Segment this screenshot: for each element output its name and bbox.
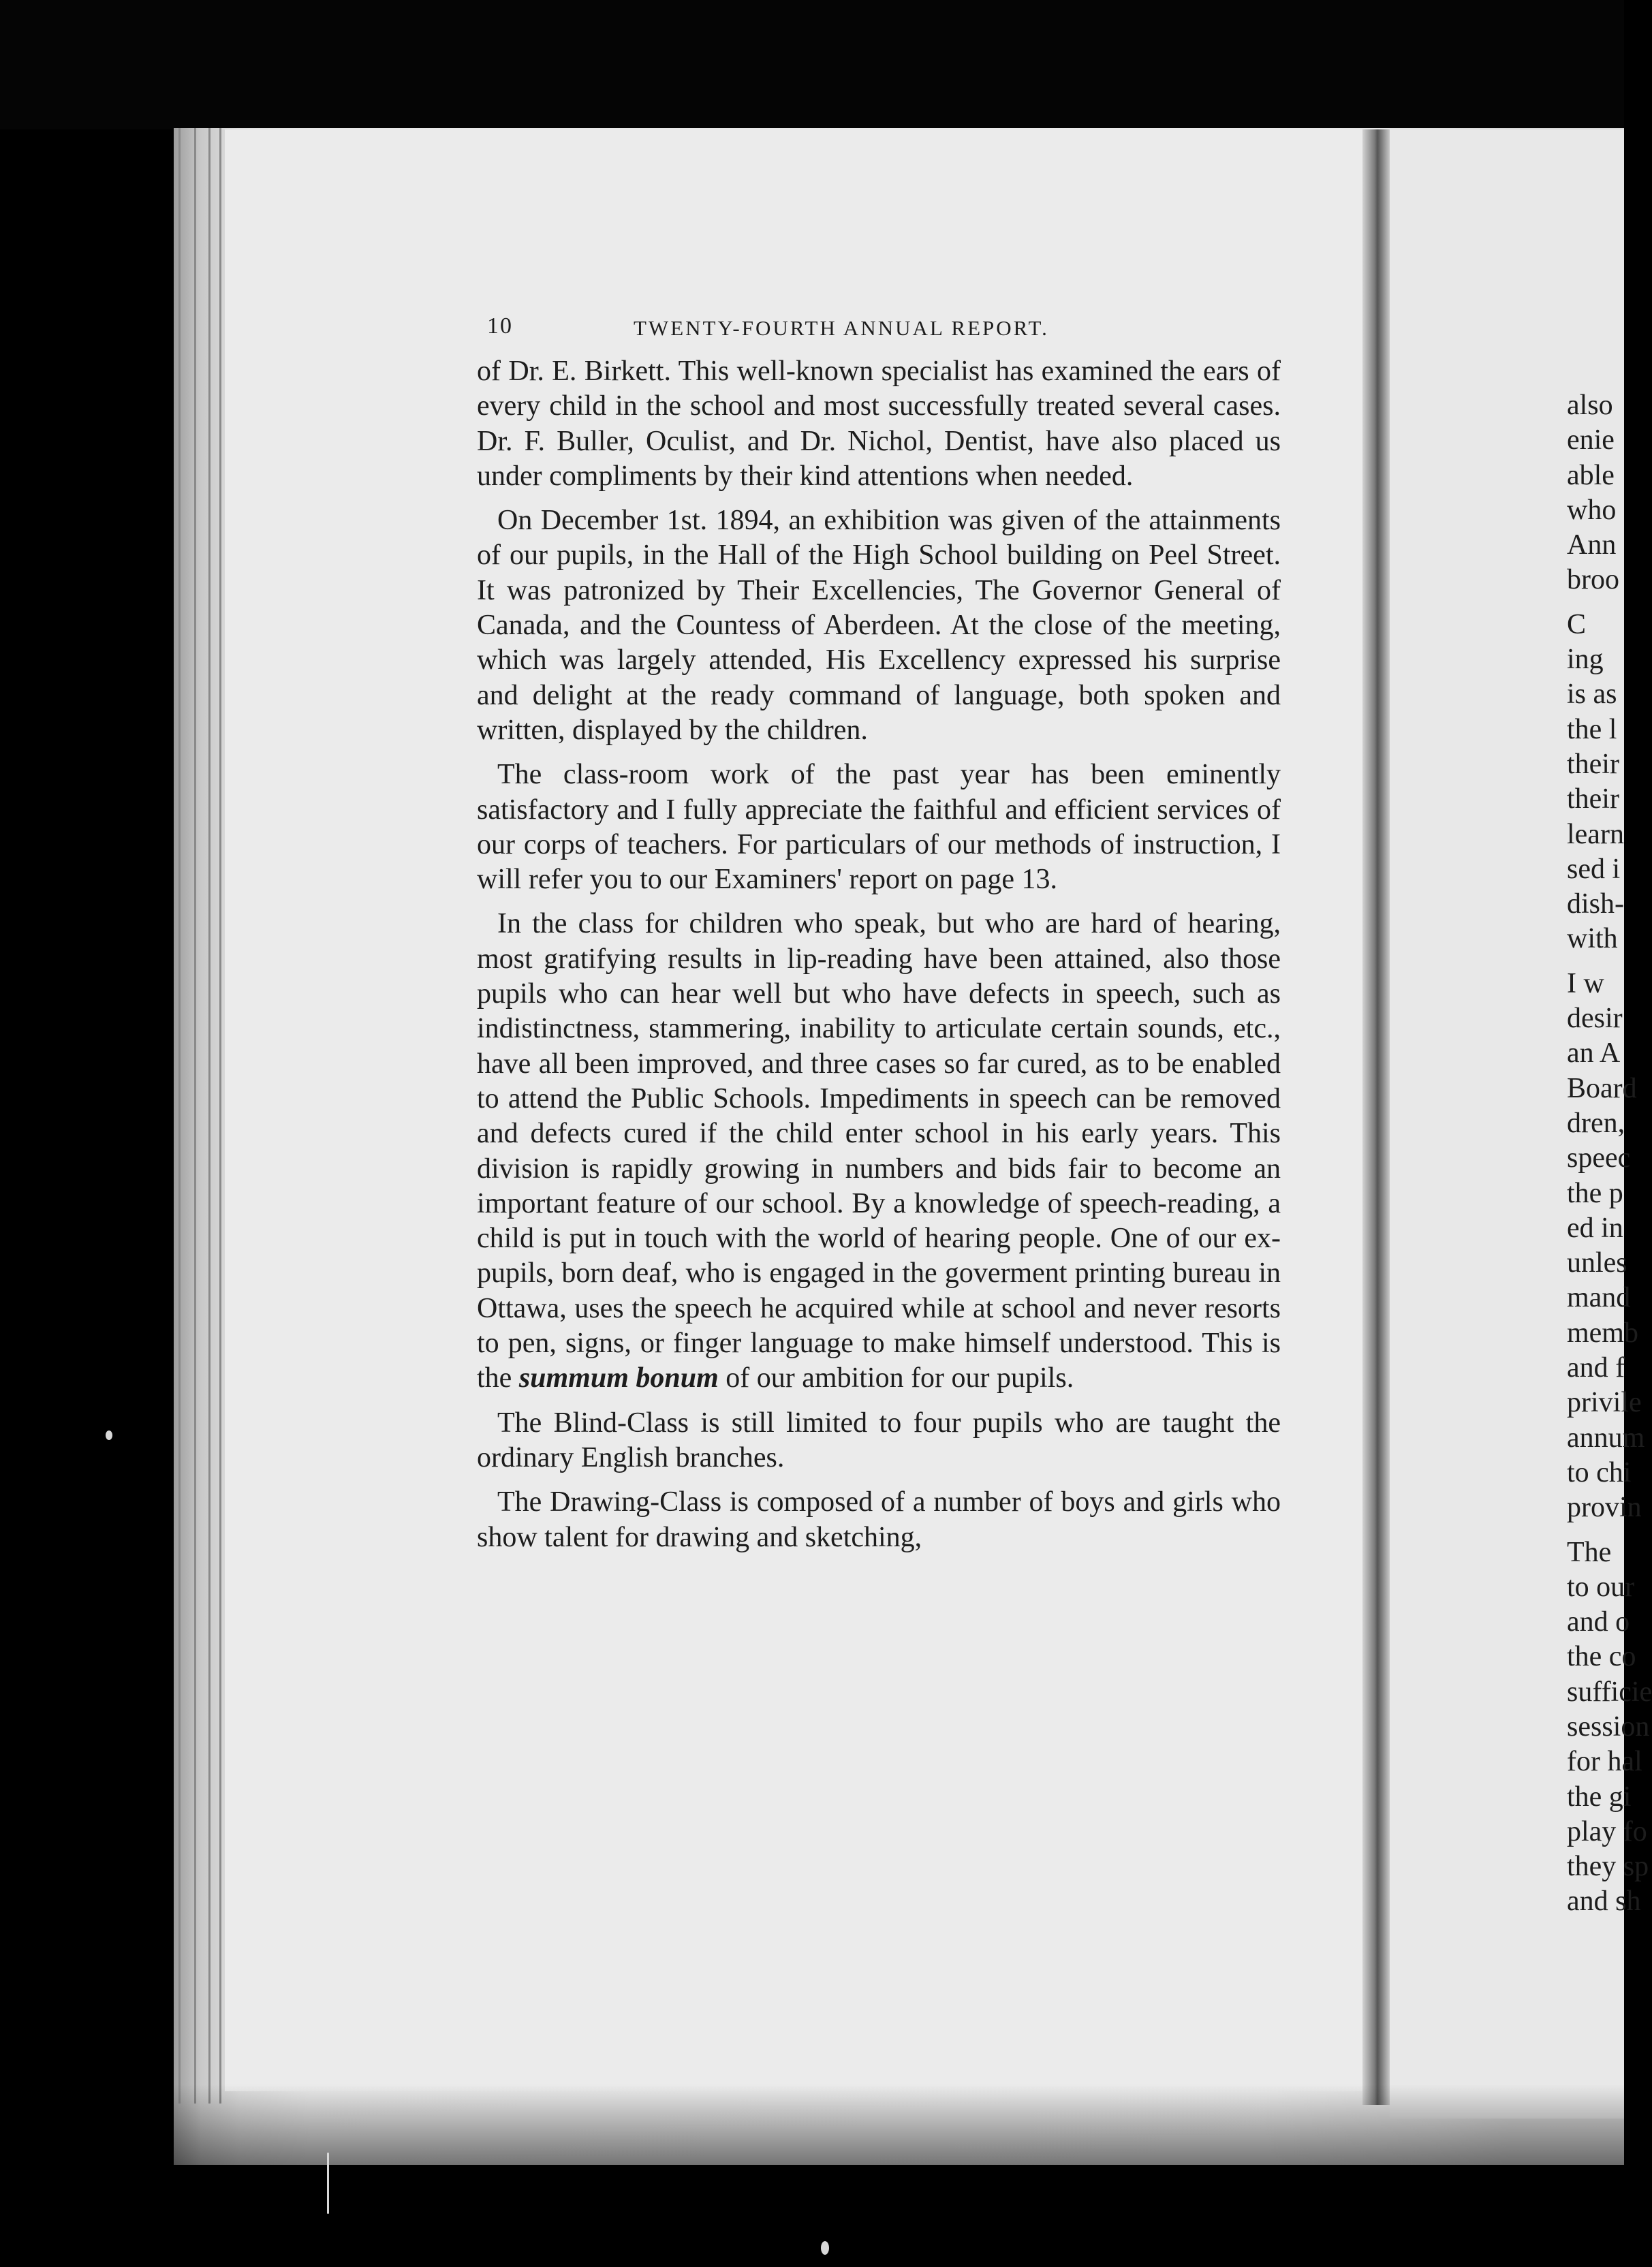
facing-line-fragment: Board — [1567, 1072, 1637, 1104]
facing-line-fragment: the co — [1567, 1641, 1636, 1673]
paragraph-text: The class-room work of the past year has been eminently satisfactory and I fully appreciate the faithful and efficient services of our corps of teachers. For particulars of our methods of instruction, I will refer you to our Examiners' report on page 13. — [477, 759, 1281, 896]
paragraph — [477, 757, 1281, 897]
facing-line-fragment: dish- — [1567, 888, 1624, 920]
running-head — [477, 307, 1281, 354]
facing-line-fragment: ing — [1567, 644, 1604, 676]
facing-line-fragment: the gi — [1567, 1781, 1632, 1813]
paragraph-text: On December 1st. 1894, an exhibition was given of the attainments of our pupils, in the Hall of the High School building on Peel Street. It was patronized by Their Excellencies, The Governor General of Canada, and the Countess of Aberdeen. At the close of the meeting, which was largely attended, His Excellency expressed his surprise and delight at the ready command of language, both spoken and written, displayed by the children. — [477, 505, 1281, 746]
facing-line-fragment: able — [1567, 459, 1615, 491]
paragraph-text: The Drawing-Class is composed of a number of boys and girls who show talent for drawing and sketching, — [477, 1486, 1281, 1553]
facing-line-fragment: ed in — [1567, 1212, 1623, 1244]
facing-line-fragment: is as — [1567, 678, 1617, 710]
facing-line-fragment: the l — [1567, 713, 1617, 745]
book-gutter — [1362, 129, 1390, 2105]
facing-line-fragment: to chi — [1567, 1456, 1632, 1488]
facing-line-fragment: provin — [1567, 1492, 1642, 1524]
facing-line-fragment: dren, — [1567, 1107, 1625, 1139]
page-edge-line — [178, 128, 181, 2104]
paragraph — [477, 1406, 1281, 1476]
paragraph-gap — [1567, 957, 1624, 967]
paragraph-text: of our ambition for our pupils. — [718, 1362, 1074, 1394]
facing-line-fragment: the p — [1567, 1177, 1623, 1209]
bottom-shadow — [174, 2084, 1624, 2173]
facing-line-fragment: Ann — [1567, 529, 1617, 561]
paragraph — [477, 354, 1281, 494]
facing-line-fragment: their — [1567, 748, 1619, 780]
facing-line-fragment: and o — [1567, 1606, 1630, 1638]
facing-line-fragment: I w — [1567, 967, 1604, 999]
facing-line-fragment: privile — [1567, 1387, 1642, 1419]
dust-speck — [106, 1430, 112, 1440]
facing-line-fragment: their — [1567, 783, 1619, 815]
paragraph-gap — [1567, 1526, 1624, 1535]
facing-line-fragment: speec — [1567, 1142, 1631, 1174]
facing-line-fragment: they sp — [1567, 1851, 1649, 1883]
facing-line-fragment: to our — [1567, 1571, 1635, 1603]
facing-line-fragment: C — [1567, 608, 1587, 640]
dust-speck — [821, 2241, 829, 2255]
facing-line-fragment: also — [1567, 390, 1613, 421]
page-edge-line — [194, 128, 196, 2104]
facing-line-fragment: sed i — [1567, 853, 1621, 885]
paragraph — [477, 503, 1281, 748]
page-edge-line — [208, 128, 211, 2104]
facing-line-fragment: sufficie — [1567, 1676, 1652, 1708]
paragraph-text: The Blind-Class is still limited to four pupils who are taught the ordinary English branches. — [477, 1407, 1281, 1473]
facing-line-fragment: and sh — [1567, 1886, 1641, 1918]
facing-line-fragment: annum — [1567, 1422, 1645, 1454]
facing-line-fragment: enie — [1567, 424, 1615, 456]
paragraph — [477, 907, 1281, 1396]
paragraph — [477, 1485, 1281, 1555]
page-edge-line — [219, 128, 221, 2104]
paragraph-text: In the class for children who speak, but who are hard of hearing, most gratifying results in lip-reading have been attained, also those pupils who can hear well but who have defects in speech, such as indistinctness, stammering, inability to articulate certain sounds, etc., have all been improved, and three cases so far cured, as to be enabled to attend the Public Schools. Impediments in speech can be removed and defects cured if the child enter school in his early years. This division is rapidly growing in numbers and bids fair to become an important feature of our school. By a knowledge of speech-reading, a child is put in touch with the world of hearing people. One of our ex-pupils, born deaf, who is engaged in the goverment printing bureau in Ottawa, uses the speech he acquired while at school and never resorts to pen, signs, or finger language to make himself understood. This is the — [477, 908, 1281, 1394]
facing-line-fragment: with — [1567, 923, 1618, 955]
facing-line-fragment: learn — [1567, 818, 1624, 850]
facing-line-fragment: desir — [1567, 1003, 1623, 1035]
running-title: TWENTY-FOURTH ANNUAL REPORT. — [634, 316, 1049, 340]
facing-line-fragment: memb — [1567, 1317, 1638, 1349]
facing-line-fragment: who — [1567, 494, 1617, 526]
facing-line-fragment: mand — [1567, 1282, 1631, 1314]
dust-speck — [327, 2153, 329, 2214]
facing-line-fragment: The — [1567, 1536, 1612, 1568]
facing-line-fragment: for hal — [1567, 1746, 1642, 1778]
page-number: 10 — [487, 313, 513, 339]
facing-line-fragment: unles — [1567, 1247, 1627, 1279]
facing-line-fragment: play fo — [1567, 1815, 1647, 1847]
facing-line-fragment: session — [1567, 1710, 1650, 1742]
latin-phrase: summum bonum — [518, 1362, 719, 1394]
facing-line-fragment: and f — [1567, 1352, 1625, 1384]
facing-line-fragment: an A — [1567, 1037, 1621, 1069]
page-content — [477, 307, 1281, 1565]
facing-line-fragment: broo — [1567, 564, 1619, 596]
facing-page-text — [1567, 388, 1652, 1920]
paragraph-gap — [1567, 598, 1624, 608]
paragraph-text: of Dr. E. Birkett. This well-known specialist has examined the ears of every child in the school and most successfully treated several cases. Dr. F. Buller, Oculist, and Dr. Nichol, Dentist, have also placed us under compliments by their kind attentions when needed. — [477, 356, 1281, 492]
scan-top-border — [0, 0, 1624, 129]
